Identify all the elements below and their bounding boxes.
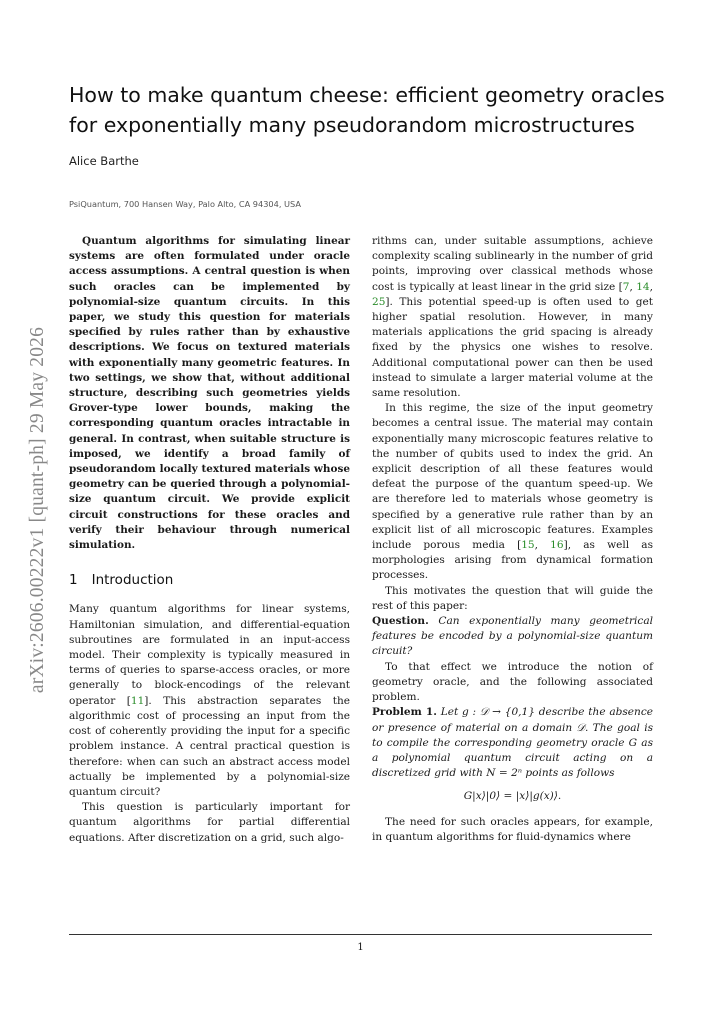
author: Alice Barthe xyxy=(69,154,139,168)
intro-paragraph-1 xyxy=(69,602,350,800)
intro-p2-cont-text-post: ]. This potential speed-up is often used to get higher spatial resolution. However, in many materials applications the grid spacing is already fixed by the physics one wishes to resolve. Additional computational power can then be used instead to simulate a larger material volume at the same resolution. xyxy=(372,295,653,400)
citation-link[interactable]: 16 xyxy=(550,539,564,552)
question-text: Can exponentially many geometrical features be encoded by a polynomial-size quantum circuit? xyxy=(372,615,654,658)
intro-paragraph-4: This motivates the question that will guide the rest of this paper: xyxy=(372,584,653,612)
intro-p1-text-post: ]. This abstraction separates the algorithmic cost of processing an input from the cost of coherently providing the input for a specific problem instance. A central practical question is therefore: when can such an abstract access model actually be implemented by a polynomial-size quantum circuit? xyxy=(69,694,350,798)
citation-link[interactable]: 7 xyxy=(622,280,630,293)
citation-link[interactable]: 11 xyxy=(130,694,145,707)
intro-p2-cont-text-body: rithms can, under suitable assumptions, achieve complexity scaling sublinearly in the number of grid points, improving over classical methods whose cost is typically at least linear in the grid size [ xyxy=(372,235,653,293)
intro-paragraph-2: This question is particularly important for quantum algorithms for partial differential equations. After discretization on a grid, such algo- xyxy=(69,801,350,844)
intro-paragraph-3: In this regime, the size of the input geometry becomes a central issue. The material may contain exponentially many microscopic features relative to the number of qubits used to index the grid. An explicit description of all these features would defeat the purpose of the quantum speed-up. We are therefore led to materials whose geometry is specified by a generative rule rather than by an explicit list of all microscopic features. Examples include porous media [15, 16], as well as morphologies arising from dynamical formation processes. xyxy=(372,402,653,582)
page-number: 1 xyxy=(357,942,364,953)
section-heading xyxy=(69,573,350,588)
affiliation: PsiQuantum, 700 Hansen Way, Palo Alto, CA 94304, USA xyxy=(69,199,301,209)
arxiv-stamp-text: arXiv:2606.00222v1 [quant-ph] 29 May 2026 xyxy=(27,326,48,694)
intro-p3-text: In this regime, the size of the input geometry becomes a central issue. The material may contain exponentially many microscopic features relative to the number of qubits used to index the grid. An explicit description of all these features would defeat the purpose of the quantum speed-up. We are therefore led to materials whose geometry is specified by a generative rule rather than by an explicit list of all microscopic features. Examples include porous media [ xyxy=(372,402,653,552)
citation-link[interactable]: 14 xyxy=(636,280,650,293)
problem-block xyxy=(372,705,653,781)
arxiv-stamp xyxy=(18,300,58,720)
intro-paragraph-5: To that effect we introduce the notion of geometry oracle, and the following associated problem. xyxy=(372,660,653,704)
right-column xyxy=(372,234,653,845)
problem-label: Problem 1. xyxy=(372,706,437,719)
citation-link[interactable]: 15 xyxy=(521,539,535,552)
section-title: Introduction xyxy=(91,572,174,589)
paper-title: How to make quantum cheese: efficient geometry oracles for exponentially many pseudorandom microstructures xyxy=(69,83,665,137)
section-number: 1 xyxy=(69,572,78,589)
intro-p2-cont-text: rithms can, under suitable assumptions, achieve complexity scaling sublinearly in the number of grid points, improving over classical methods whose cost is typically at least linear in the grid size [7, 14, 25]. This potential speed-up is often used to get higher spatial resolution. However, in many materials applications the grid spacing is already fixed by the physics one wishes to resolve. Additional computational power can then be used instead to simulate a larger material volume at the same resolution. xyxy=(372,235,653,400)
intro-p1-text: Many quantum algorithms for linear systems, Hamiltonian simulation, and differential-equation subroutines are formulated in an input-access model. Their complexity is typically measured in terms of queries to sparse-access oracles, or more generally to block-encodings of the relevant operator [ xyxy=(69,603,350,707)
intro-paragraph-2-continued xyxy=(372,234,653,401)
intro-paragraph-6: The need for such oracles appears, for example, in quantum algorithms for fluid-dynamics where xyxy=(372,815,653,843)
footer-rule xyxy=(69,934,652,935)
intro-p3-text-post: ], as well as morphologies arising from dynamical formation processes. xyxy=(372,539,653,582)
abstract: Quantum algorithms for simulating linear systems are often formulated under oracle access assumptions. A central question is when such oracles can be implemented by polynomial-size quantum circuits. In this paper, we study this question for materials specified by rules rather than by exhaustive descriptions. We focus on textured materials with exponentially many geometric features. In two settings, we show that, without additional structure, describing such geometries yields Grover-type lower bounds, making the corresponding quantum oracles intractable in general. In contrast, when suitable structure is imposed, we identify a broad family of pseudorandom locally textured materials whose geometry can be queried through a polynomial-size quantum circuit. We provide explicit circuit constructions for these oracles and verify their behaviour through numerical simulation. xyxy=(69,235,350,552)
equation: G|x⟩|0⟩ = |x⟩|g(x)⟩. xyxy=(463,790,562,803)
left-column xyxy=(69,234,350,846)
question-block xyxy=(372,614,653,660)
question-label: Question. xyxy=(372,615,429,628)
citation-link[interactable]: 25 xyxy=(372,295,386,308)
problem-text: Let g : 𝒟 → {0,1} describe the absence or presence of material on a domain 𝒟. The goal is to compile the corresponding geometry oracle G as a polynomial quantum circuit acting on a discretized grid with N = 2ⁿ points as follows xyxy=(372,706,653,780)
